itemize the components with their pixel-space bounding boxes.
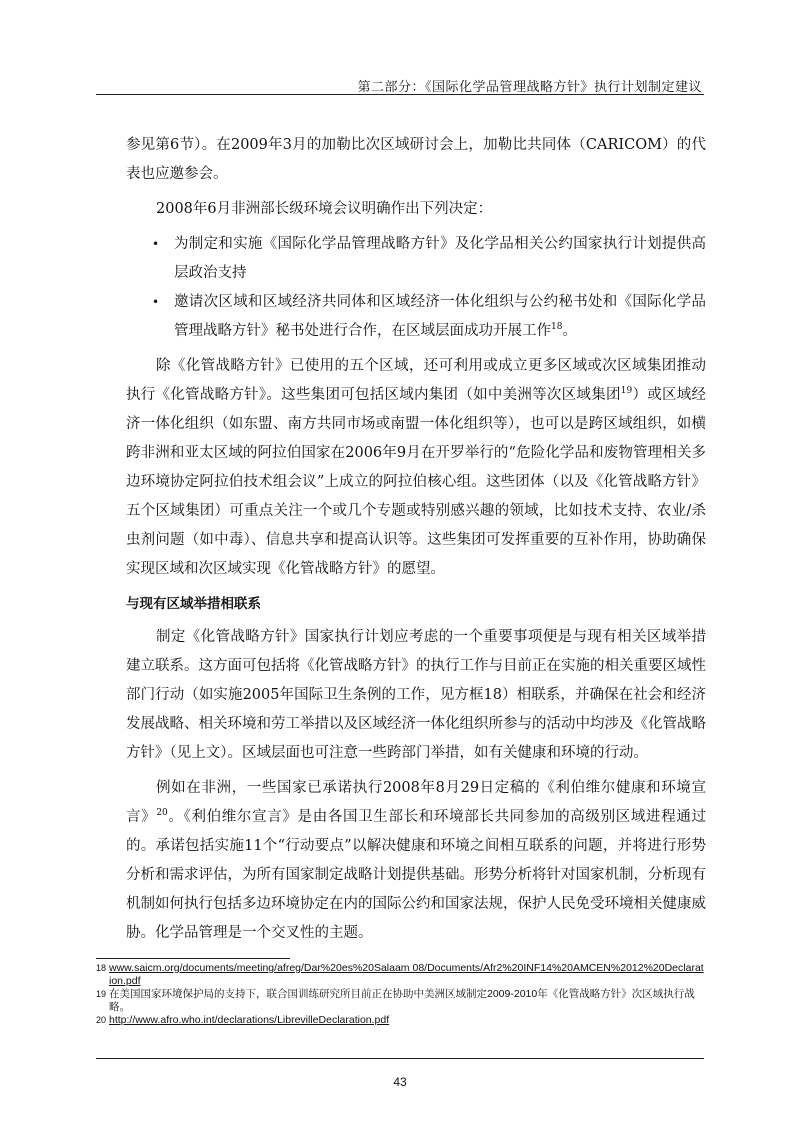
paragraph-3 (126, 352, 706, 584)
header-divider (96, 94, 704, 95)
footnote-number: 18 (96, 963, 107, 973)
page-number: 43 (393, 1075, 407, 1089)
decision-list (126, 230, 706, 346)
list-item (126, 230, 706, 288)
list-item (126, 288, 706, 346)
footnote-link[interactable]: http://www.afro.who.int/declarations/LibrevilleDeclaration.pdf (109, 1014, 390, 1026)
footnote-20 (96, 1014, 706, 1027)
list-item-text: 为制定和实施《国际化学品管理战略方针》及化学品相关公约国家执行计划提供高层政治支持 (174, 236, 706, 281)
paragraph-5 (126, 774, 706, 948)
section-heading: 与现有区域举措相联系 (126, 596, 261, 612)
paragraph-1: 参见第6节）。在2009年3月的加勒比次区域研讨会上，加勒比共同体（CARICOM）的代表也应邀参会。 (126, 137, 706, 182)
running-header: 第二部分：《国际化学品管理战略方针》执行计划制定建议 (357, 80, 702, 95)
footnote-ref[interactable]: 19 (620, 386, 633, 397)
main-content (126, 131, 706, 954)
paragraph-3-part-b: ）或区域经济一体化组织（如东盟、南方共同市场或南盟一体化组织等），也可以是跨区域组织，如横跨非洲和亚太区域的阿拉伯国家在2006年9月在开罗举行的“危险化学品和废物管理相关多边环境协定阿拉伯技术组会议”上成立的阿拉伯核心组。这些团体（以及《化管战略方针》五个区域集团）可重点关注一个或几个专题或特别感兴趣的领域，比如技术支持、农业/杀虫剂问题（如中毒）、信息共享和提高认识等。这些集团可发挥重要的互补作用，协助确保实现区域和次区域实现《化管战略方针》的愿望。 (126, 387, 707, 577)
footnote-link[interactable]: www.saicm.org/documents/meeting/afreg/Dar%20es%20Salaam 08/Documents/Afr2%20INF14%20AMCEN%2012%20Declaration.pdf (109, 962, 704, 987)
footnote-19 (96, 988, 706, 1014)
bullet-icon: • (152, 295, 160, 309)
footnote-18 (96, 962, 706, 988)
list-item-tail: 。 (562, 323, 577, 339)
footer-divider (96, 1058, 704, 1059)
paragraph-5-part-a: 例如在非洲，一些国家已承诺执行2008年8月29日定稿的《利伯维尔健康和环境宣言》 (126, 780, 706, 825)
paragraph-2: 2008年6月非洲部长级环境会议明确作出下列决定： (156, 201, 493, 217)
paragraph-3-part-a: 除《化管战略方针》已使用的五个区域，还可利用或成立更多区域或次区域集团推动执行《化管战略方针》。这些集团可包括区域内集团（如中美洲等次区域集团 (126, 358, 706, 403)
footnote-number: 20 (96, 1015, 107, 1025)
footnote-ref[interactable]: 20 (156, 808, 168, 819)
bullet-icon: • (152, 237, 160, 251)
footnote-number: 19 (96, 989, 107, 999)
footnote-ref[interactable]: 18 (551, 322, 563, 333)
paragraph-5-part-b: 。《利伯维尔宣言》是由各国卫生部长和环境部长共同参加的高级别区域进程通过的。承诺包括实施11个“行动要点”以解决健康和环境之间相互联系的问题，并将进行形势分析和需求评估，为所有国家制定战略计划提供基础。形势分析将针对国家机制，分析现有机制如何执行包括多边环境协定在内的国际公约和国家法规，保护人民免受环境相关健康威胁。化学品管理是一个交叉性的主题。 (126, 809, 707, 941)
list-item-text: 邀请次区域和区域经济共同体和区域经济一体化组织与公约秘书处和《国际化学品管理战略方针》秘书处进行合作，在区域层面成功开展工作 (174, 294, 706, 339)
paragraph-4: 制定《化管战略方针》国家执行计划应考虑的一个重要事项便是与现有相关区域举措建立联系。这方面可包括将《化管战略方针》的执行工作与目前正在实施的相关重要区域性部门行动（如实施2005年国际卫生条例的工作，见方框18）相联系，并确保在社会和经济发展战略、相关环境和劳工举措以及区域经济一体化组织所参与的活动中均涉及《化管战略方针》（见上文）。区域层面也可注意一些跨部门举措，如有关健康和环境的行动。 (126, 629, 706, 761)
footnote-divider (96, 958, 290, 959)
footnote-text: 在美国国家环境保护局的支持下，联合国训练研究所目前正在协助中美洲区域制定2009-2010年《化管战略方针》次区域执行战略。 (109, 988, 695, 1013)
footnotes (96, 962, 706, 1027)
